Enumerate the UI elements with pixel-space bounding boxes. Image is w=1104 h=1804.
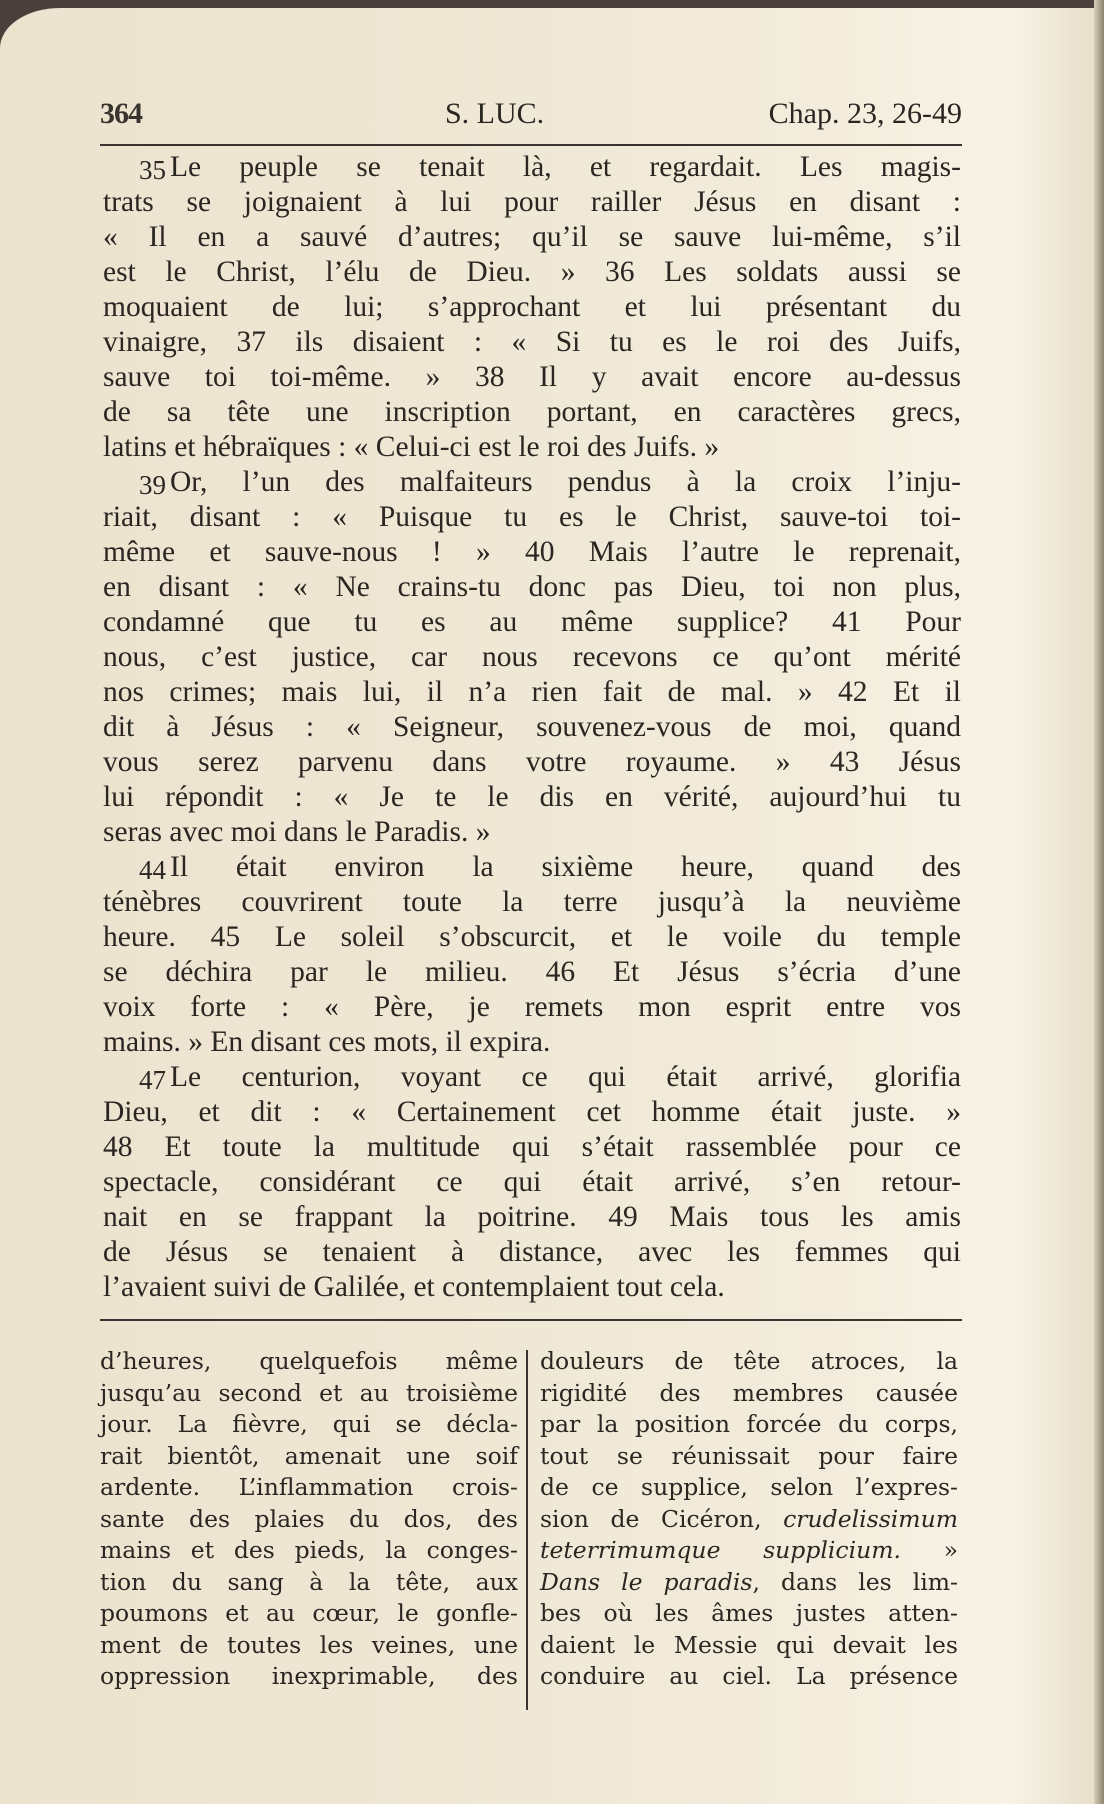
footnote-line — [540, 1661, 958, 1693]
line-text: sion de Cicéron, — [540, 1504, 784, 1533]
footnote-line — [540, 1567, 958, 1599]
footnote-line: ment de toutes les veines, une — [100, 1630, 518, 1659]
verse-number: 35 — [139, 155, 166, 185]
line-text: vous serez parvenu dans votre royaume. » 43 Jésus — [103, 746, 961, 778]
line-text: par la position forcée du corps, — [540, 1410, 958, 1438]
footnote-line: ardente. L’inflammation crois- — [100, 1473, 518, 1501]
text-line — [103, 290, 961, 325]
text-line — [103, 325, 961, 360]
line-text: heure. 45 Le soleil s’obscurcit, et le voile du temple — [103, 921, 961, 953]
text-line — [103, 640, 961, 675]
line-text: lui répondit : « Je te le dis en vérité, aujourd’hui tu — [103, 781, 961, 813]
text-line — [103, 745, 961, 780]
line-text: est le Christ, l’élu de Dieu. » 36 Les soldats aussi se — [103, 256, 961, 288]
footnotes — [100, 1346, 962, 1706]
text-line — [103, 535, 961, 570]
text-line — [103, 990, 961, 1025]
text-line — [103, 220, 961, 255]
footnote-line: tion du sang à la tête, aux — [100, 1567, 518, 1596]
line-text: de sa tête une inscription portant, en caractères grecs, — [103, 396, 961, 428]
text-line — [103, 1235, 961, 1270]
text-line — [103, 780, 961, 815]
footnote-line — [540, 1598, 958, 1630]
header-rule — [100, 144, 962, 146]
text-line — [103, 570, 961, 605]
line-text: même et sauve-nous ! » 40 Mais l’autre le reprenait, — [103, 536, 961, 568]
line-text: Le peuple se tenait là, et regardait. Les magis- — [170, 151, 961, 183]
verse-number: 47 — [139, 1065, 166, 1095]
footnote-line: rait bientôt, amenait une soif — [100, 1441, 518, 1470]
line-text: vinaigre, 37 ils disaient : « Si tu es le roi des Juifs, — [103, 326, 961, 358]
footnote-line — [540, 1346, 958, 1378]
text-line — [103, 1095, 961, 1130]
verse-number: 44 — [139, 855, 166, 885]
line-text: douleurs de tête atroces, la — [540, 1347, 958, 1375]
footnote-line — [540, 1441, 958, 1473]
text-line — [103, 710, 961, 745]
footnote-line: poumons et au cœur, le gonfle- — [100, 1599, 518, 1627]
text-line — [103, 430, 961, 465]
text-line — [103, 150, 961, 185]
line-text: trats se joignaient à lui pour railler Jésus en disant : — [103, 186, 961, 218]
text-line — [103, 500, 961, 535]
column-divider — [526, 1350, 528, 1710]
line-text: , dans les lim- — [752, 1567, 958, 1596]
footnote-line — [540, 1409, 958, 1441]
footnote-line — [540, 1630, 958, 1662]
line-text: seras avec moi dans le Paradis. » — [103, 816, 491, 848]
text-line — [103, 1060, 961, 1095]
text-line — [103, 885, 961, 920]
line-text: sauve toi toi-même. » 38 Il y avait encore au-dessus — [103, 361, 961, 393]
line-text: moquaient de lui; s’approchant et lui présentant du — [103, 291, 961, 323]
line-text: voix forte : « Père, je remets mon esprit entre vos — [103, 991, 961, 1023]
footnote-line: d’heures, quelquefois même — [100, 1347, 518, 1375]
text-line — [103, 395, 961, 430]
book-title: S. LUC. — [445, 97, 545, 130]
line-text: conduire au ciel. La présence — [540, 1662, 958, 1690]
text-line — [103, 920, 961, 955]
line-text: dit à Jésus : « Seigneur, souvenez-vous de moi, quand — [103, 711, 961, 743]
line-text: Le centurion, voyant ce qui était arrivé, glorifia — [170, 1061, 961, 1093]
line-text: spectacle, considérant ce qui était arrivé, s’en retour- — [103, 1166, 961, 1198]
line-text: latins et hébraïques : « Celui-ci est le roi des Juifs. » — [103, 431, 720, 463]
line-text: « Il en a sauvé d’autres; qu’il se sauve lui-même, s’il — [103, 221, 961, 253]
line-text: de Jésus se tenaient à distance, avec les femmes qui — [103, 1236, 961, 1268]
footnote-line: mains et des pieds, la conges- — [100, 1536, 518, 1564]
line-text: daient le Messie qui devait les — [540, 1630, 958, 1659]
line-text: tout se réunissait pour faire — [540, 1441, 958, 1470]
line-text: 48 Et toute la multitude qui s’était rassemblée pour ce — [103, 1131, 961, 1163]
footnote-line: jour. La fièvre, qui se décla- — [100, 1410, 518, 1438]
footnote-line — [540, 1378, 958, 1410]
page-number: 364 — [100, 97, 142, 130]
footnote-rule — [100, 1319, 962, 1321]
text-line — [103, 1200, 961, 1235]
text-line — [103, 955, 961, 990]
footnote-column-right — [540, 1346, 958, 1693]
line-text: rigidité des membres causée — [540, 1378, 958, 1407]
line-text: condamné que tu es au même supplice? 41 Pour — [103, 606, 961, 638]
text-line — [103, 815, 961, 850]
italic-phrase: crudelissimum — [783, 1504, 958, 1533]
verse-number: 39 — [139, 470, 166, 500]
footnote-line: jusqu’au second et au troisième — [100, 1378, 518, 1407]
line-text: nait en se frappant la poitrine. 49 Mais tous les amis — [103, 1201, 961, 1233]
line-text: l’avaient suivi de Galilée, et contemplaient tout cela. — [103, 1271, 725, 1303]
chapter-reference: Chap. 23, 26-49 — [768, 97, 962, 130]
line-text: Dieu, et dit : « Certainement cet homme était juste. » — [103, 1096, 961, 1128]
line-text: mains. » En disant ces mots, il expira. — [103, 1026, 551, 1058]
line-text: ténèbres couvrirent toute la terre jusqu’à la neuvième — [103, 886, 961, 918]
line-text: » — [900, 1536, 958, 1564]
footnote-line: sante des plaies du dos, des — [100, 1504, 518, 1533]
footnote-line — [540, 1472, 958, 1504]
text-line — [103, 465, 961, 500]
running-header — [100, 96, 962, 132]
footnote-line: oppression inexprimable, des — [100, 1662, 518, 1690]
main-text — [103, 150, 961, 1305]
line-text: en disant : « Ne crains-tu donc pas Dieu, toi non plus, — [103, 571, 961, 603]
line-text: nos crimes; mais lui, il n’a rien fait de mal. » 42 Et il — [103, 676, 961, 708]
text-line — [103, 1165, 961, 1200]
text-line — [103, 1270, 961, 1305]
text-line — [103, 185, 961, 220]
line-text: Il était environ la sixième heure, quand des — [170, 851, 961, 883]
text-line — [103, 1130, 961, 1165]
footnote-line — [540, 1535, 958, 1567]
italic-phrase: Dans le paradis — [540, 1567, 753, 1596]
text-line — [103, 360, 961, 395]
text-line — [103, 1025, 961, 1060]
line-text: Or, l’un des malfaiteurs pendus à la croix l’inju- — [170, 466, 961, 498]
line-text: bes où les âmes justes atten- — [540, 1599, 958, 1627]
line-text: de ce supplice, selon l’expres- — [540, 1473, 958, 1501]
text-line — [103, 675, 961, 710]
text-line — [103, 255, 961, 290]
footnote-column-left — [100, 1346, 518, 1693]
line-text: se déchira par le milieu. 46 Et Jésus s’écria d’une — [103, 956, 961, 988]
page-edge — [1094, 0, 1104, 1804]
footnote-line — [540, 1504, 958, 1536]
book-page — [0, 8, 1094, 1804]
italic-phrase: teterrimumque supplicium. — [540, 1536, 901, 1564]
line-text: riait, disant : « Puisque tu es le Christ, sauve-toi toi- — [103, 501, 961, 533]
text-line — [103, 605, 961, 640]
line-text: nous, c’est justice, car nous recevons ce qu’ont mérité — [103, 641, 961, 673]
text-line — [103, 850, 961, 885]
